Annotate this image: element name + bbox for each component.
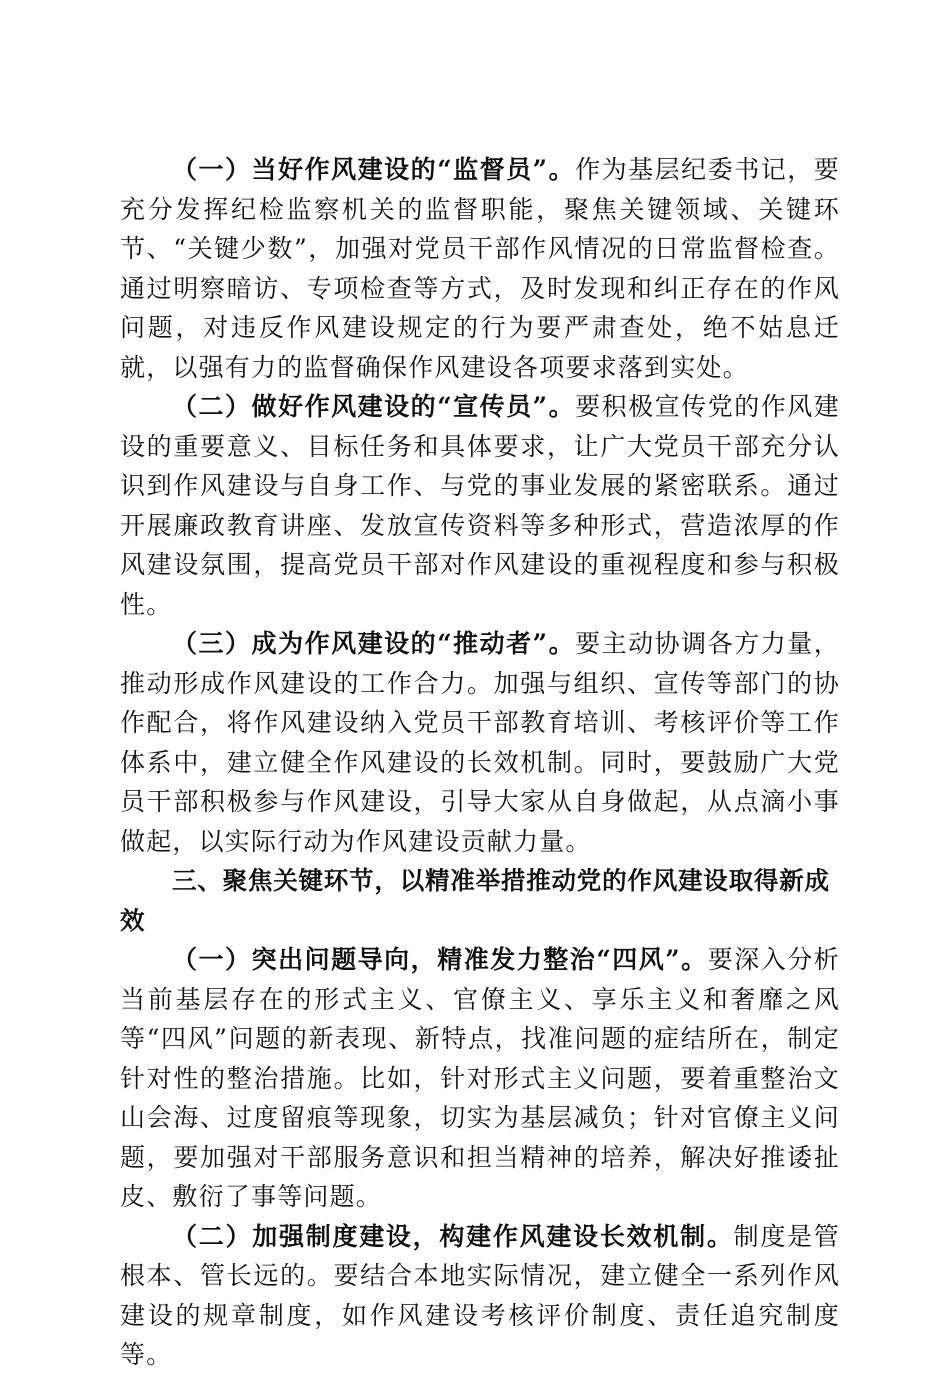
paragraph-supervisor	[120, 150, 840, 387]
paragraph-lead: （一）当好作风建设的“监督员”。	[172, 155, 576, 184]
paragraph-lead: （二）做好作风建设的“宣传员”。	[172, 392, 576, 421]
paragraph-publicist	[120, 387, 840, 624]
paragraph-text: 作为基层纪委书记，要充分发挥纪检监察机关的监督职能，聚焦关键领域、关键环节、“关键少数”，加强对党员干部作风情况的日常监督检查。通过明察暗访、专项检查等方式，及时发现和纠正存在的作风问题，对违反作风建设规定的行为要严肃查处，绝不姑息迁就，以强有力的监督确保作风建设各项要求落到实处。	[120, 155, 840, 382]
document-body	[120, 150, 840, 1375]
paragraph-four-styles	[120, 940, 840, 1217]
paragraph-text: 要主动协调各方力量，推动形成作风建设的工作合力。加强与组织、宣传等部门的协作配合，将作风建设纳入党员干部教育培训、考核评价等工作体系中，建立健全作风建设的长效机制。同时，要鼓励广大党员干部积极参与作风建设，引导大家从自身做起，从点滴小事做起，以实际行动为作风建设贡献力量。	[120, 629, 840, 856]
paragraph-promoter	[120, 624, 840, 861]
paragraph-text: 制度是管根本、管长远的。要结合本地实际情况，建立健全一系列作风建设的规章制度，如作风建设考核评价制度、责任追究制度等。	[120, 1221, 841, 1369]
paragraph-lead: （二）加强制度建设，构建作风建设长效机制。	[172, 1221, 734, 1251]
section-heading: 三、聚焦关键环节，以精准举措推动党的作风建设取得新成效	[120, 866, 830, 935]
paragraph-lead: （三）成为作风建设的“推动者”。	[172, 629, 576, 658]
paragraph-institution	[120, 1217, 840, 1375]
paragraph-lead: （一）突出问题导向，精准发力整治“四风”。	[172, 945, 708, 974]
paragraph-text: 要积极宣传党的作风建设的重要意义、目标任务和具体要求，让广大党员干部充分认识到作风建设与自身工作、与党的事业发展的紧密联系。通过开展廉政教育讲座、发放宣传资料等多种形式，营造浓厚的作风建设氛围，提高党员干部对作风建设的重视程度和参与积极性。	[120, 392, 840, 619]
paragraph-text: 要深入分析当前基层存在的形式主义、官僚主义、享乐主义和奢靡之风等“四风”问题的新表现、新特点，找准问题的症结所在，制定针对性的整治措施。比如，针对形式主义问题，要着重整治文山会海、过度留痕等现象，切实为基层减负；针对官僚主义问题，要加强对干部服务意识和担当精神的培养，解决好推诿扯皮、敷衍了事等问题。	[120, 945, 840, 1211]
